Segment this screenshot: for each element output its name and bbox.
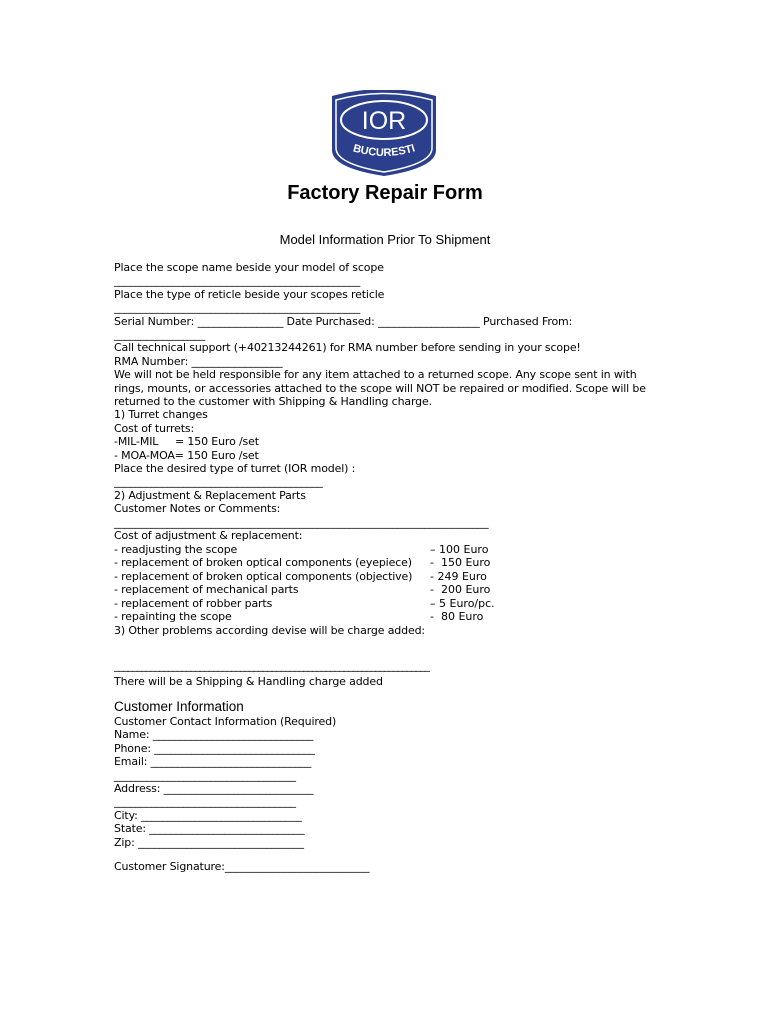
model-line-11: 1) Turret changes (114, 408, 208, 422)
model-line-7[interactable]: RMA Number: _________________ (114, 354, 283, 368)
model-line-12: Cost of turrets: (114, 421, 195, 435)
customer-line-3[interactable]: Email: ______________________________ (114, 755, 312, 769)
shipping-note: There will be a Shipping & Handling charge added (114, 675, 383, 688)
model-line-10: returned to the customer with Shipping & Handling charge. (114, 395, 432, 408)
model-line-8: We will not be held responsible for any item attached to a returned scope. Any scope sent in with (114, 368, 637, 382)
repair-item: - repainting the scope (114, 610, 232, 623)
repair-item: - readjusting the scope (114, 543, 238, 556)
repair-price: – 100 Euro (430, 543, 489, 556)
customer-line-5[interactable]: Address: ____________________________ (114, 782, 314, 795)
model-line-19[interactable]: ______________________________________________________________________ (114, 515, 489, 529)
repair-item: - replacement of broken optical components (eyepiece) (114, 556, 412, 570)
logo-top-text: IOR (361, 107, 407, 135)
customer-line-9[interactable]: Zip: _______________________________ (114, 835, 304, 849)
repair-price: - 80 Euro (430, 610, 484, 623)
customer-line-8[interactable]: State: _____________________________ (114, 822, 305, 836)
model-line-20: Cost of adjustment & replacement: (114, 529, 303, 542)
model-line-15: Place the desired type of turret (IOR model) : (114, 462, 356, 475)
repair-item: - replacement of broken optical components (objective) (114, 569, 413, 583)
customer-line-1[interactable]: Name: ______________________________ (114, 728, 314, 742)
repair-price: – 5 Euro/pc. (430, 596, 495, 610)
model-line-1[interactable]: ______________________________________________ (114, 274, 361, 288)
model-line-16[interactable]: _______________________________________ (114, 475, 323, 489)
model-line-0: Place the scope name beside your model of scope (114, 261, 384, 274)
page-subtitle: Model Information Prior To Shipment (279, 232, 491, 247)
model-line-14: - MOA-MOA= 150 Euro /set (114, 448, 259, 462)
logo-bottom-text: BUCURESTI (351, 142, 417, 160)
model-line-18: Customer Notes or Comments: (114, 502, 281, 516)
model-line-9: rings, mounts, or accessories attached to the scope will NOT be repaired or modified. Scope will be (114, 381, 646, 395)
customer-line-7[interactable]: City: ______________________________ (114, 808, 302, 822)
other-problems-text: 3) Other problems according devise will be charge added: (114, 624, 425, 637)
repair-price: - 150 Euro (430, 556, 491, 570)
comments-rule: ______________________________________________________________________ (114, 659, 429, 672)
model-line-3[interactable]: ______________________________________________ (114, 301, 361, 315)
model-line-17: 2) Adjustment & Replacement Parts (114, 488, 306, 502)
model-line-4[interactable]: Serial Number: ________________ Date Purchased: ___________________ Purchased From: (114, 314, 573, 328)
model-line-5[interactable]: _________________ (114, 328, 205, 341)
repair-item: - replacement of robber parts (114, 596, 273, 610)
signature-field[interactable]: Customer Signature:___________________________ (114, 860, 370, 873)
repair-price: - 200 Euro (430, 583, 491, 597)
repair-item: - replacement of mechanical parts (114, 583, 299, 597)
page-title: Factory Repair Form (287, 182, 483, 204)
ior-bucuresti-logo (326, 90, 442, 178)
customer-section-title: Customer Information (114, 699, 244, 714)
customer-line-2[interactable]: Phone: ______________________________ (114, 741, 315, 755)
model-line-2: Place the type of reticle beside your scopes reticle (114, 287, 385, 301)
customer-line-0: Customer Contact Information (Required) (114, 715, 337, 728)
customer-line-6[interactable]: __________________________________ (114, 795, 296, 809)
model-line-13: -MIL-MIL = 150 Euro /set (114, 435, 259, 449)
repair-price: - 249 Euro (430, 569, 487, 583)
customer-line-4[interactable]: __________________________________ (114, 768, 296, 782)
model-line-6: Call technical support (+40213244261) for RMA number before sending in your scope! (114, 341, 581, 355)
